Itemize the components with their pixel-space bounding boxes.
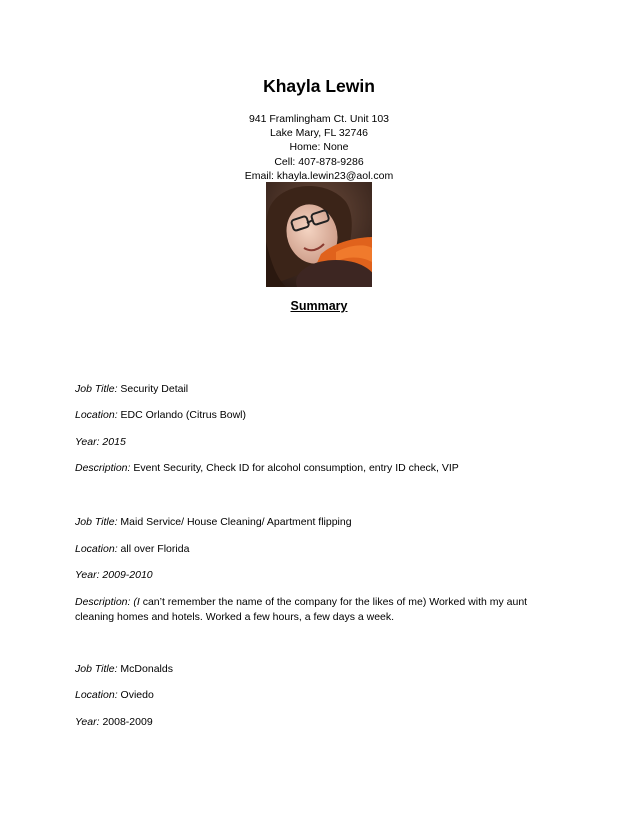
year-value: 2008-2009 [99,716,153,728]
description-value: can’t remember the name of the company for the likes of me) Worked with my aunt cleaning homes and hotels. Worked a few hours, a few days a week. [75,596,528,623]
job-title-label: Job Title: [75,383,118,395]
job-2-description [75,595,565,624]
email-address: Email: khayla.lewin23@aol.com [244,169,394,182]
job-1-title [75,382,188,397]
job-2-year [75,568,153,583]
job-1-description [75,461,459,476]
job-2-location [75,542,189,557]
contact-block [0,112,638,183]
year-label: Year: 2009-2010 [75,569,153,581]
location-label: Location: [75,689,118,701]
portrait-image [266,182,372,287]
address-line-2: Lake Mary, FL 32746 [269,127,369,140]
description-value: Event Security, Check ID for alcohol consumption, entry ID check, VIP [130,462,459,474]
location-value: all over Florida [117,543,190,555]
job-3-location [75,688,154,703]
location-value: Oviedo [117,689,154,701]
year-label: Year: [75,716,100,728]
cell-phone: Cell: 407-878-9286 [274,155,364,168]
home-phone: Home: None [289,141,349,154]
job-3-title [75,662,173,677]
job-title-value: Maid Service/ House Cleaning/ Apartment flipping [117,516,352,528]
job-title-label: Job Title: [75,663,118,675]
location-label: Location: [75,409,118,421]
applicant-name: Khayla Lewin [263,76,375,96]
location-label: Location: [75,543,118,555]
summary-heading: Summary [290,299,348,313]
year-label: Year: 2015 [75,436,126,448]
job-title-value: McDonalds [117,663,173,675]
job-2-title [75,515,352,530]
job-1-year [75,435,126,450]
description-label: Description: (I [75,596,140,608]
applicant-photo [266,182,372,287]
description-label: Description: [75,462,131,474]
job-title-label: Job Title: [75,516,118,528]
location-value: EDC Orlando (Citrus Bowl) [117,409,246,421]
address-line-1: 941 Framlingham Ct. Unit 103 [248,113,390,125]
job-3-year [75,715,153,730]
job-title-value: Security Detail [117,383,189,395]
job-1-location [75,408,246,423]
